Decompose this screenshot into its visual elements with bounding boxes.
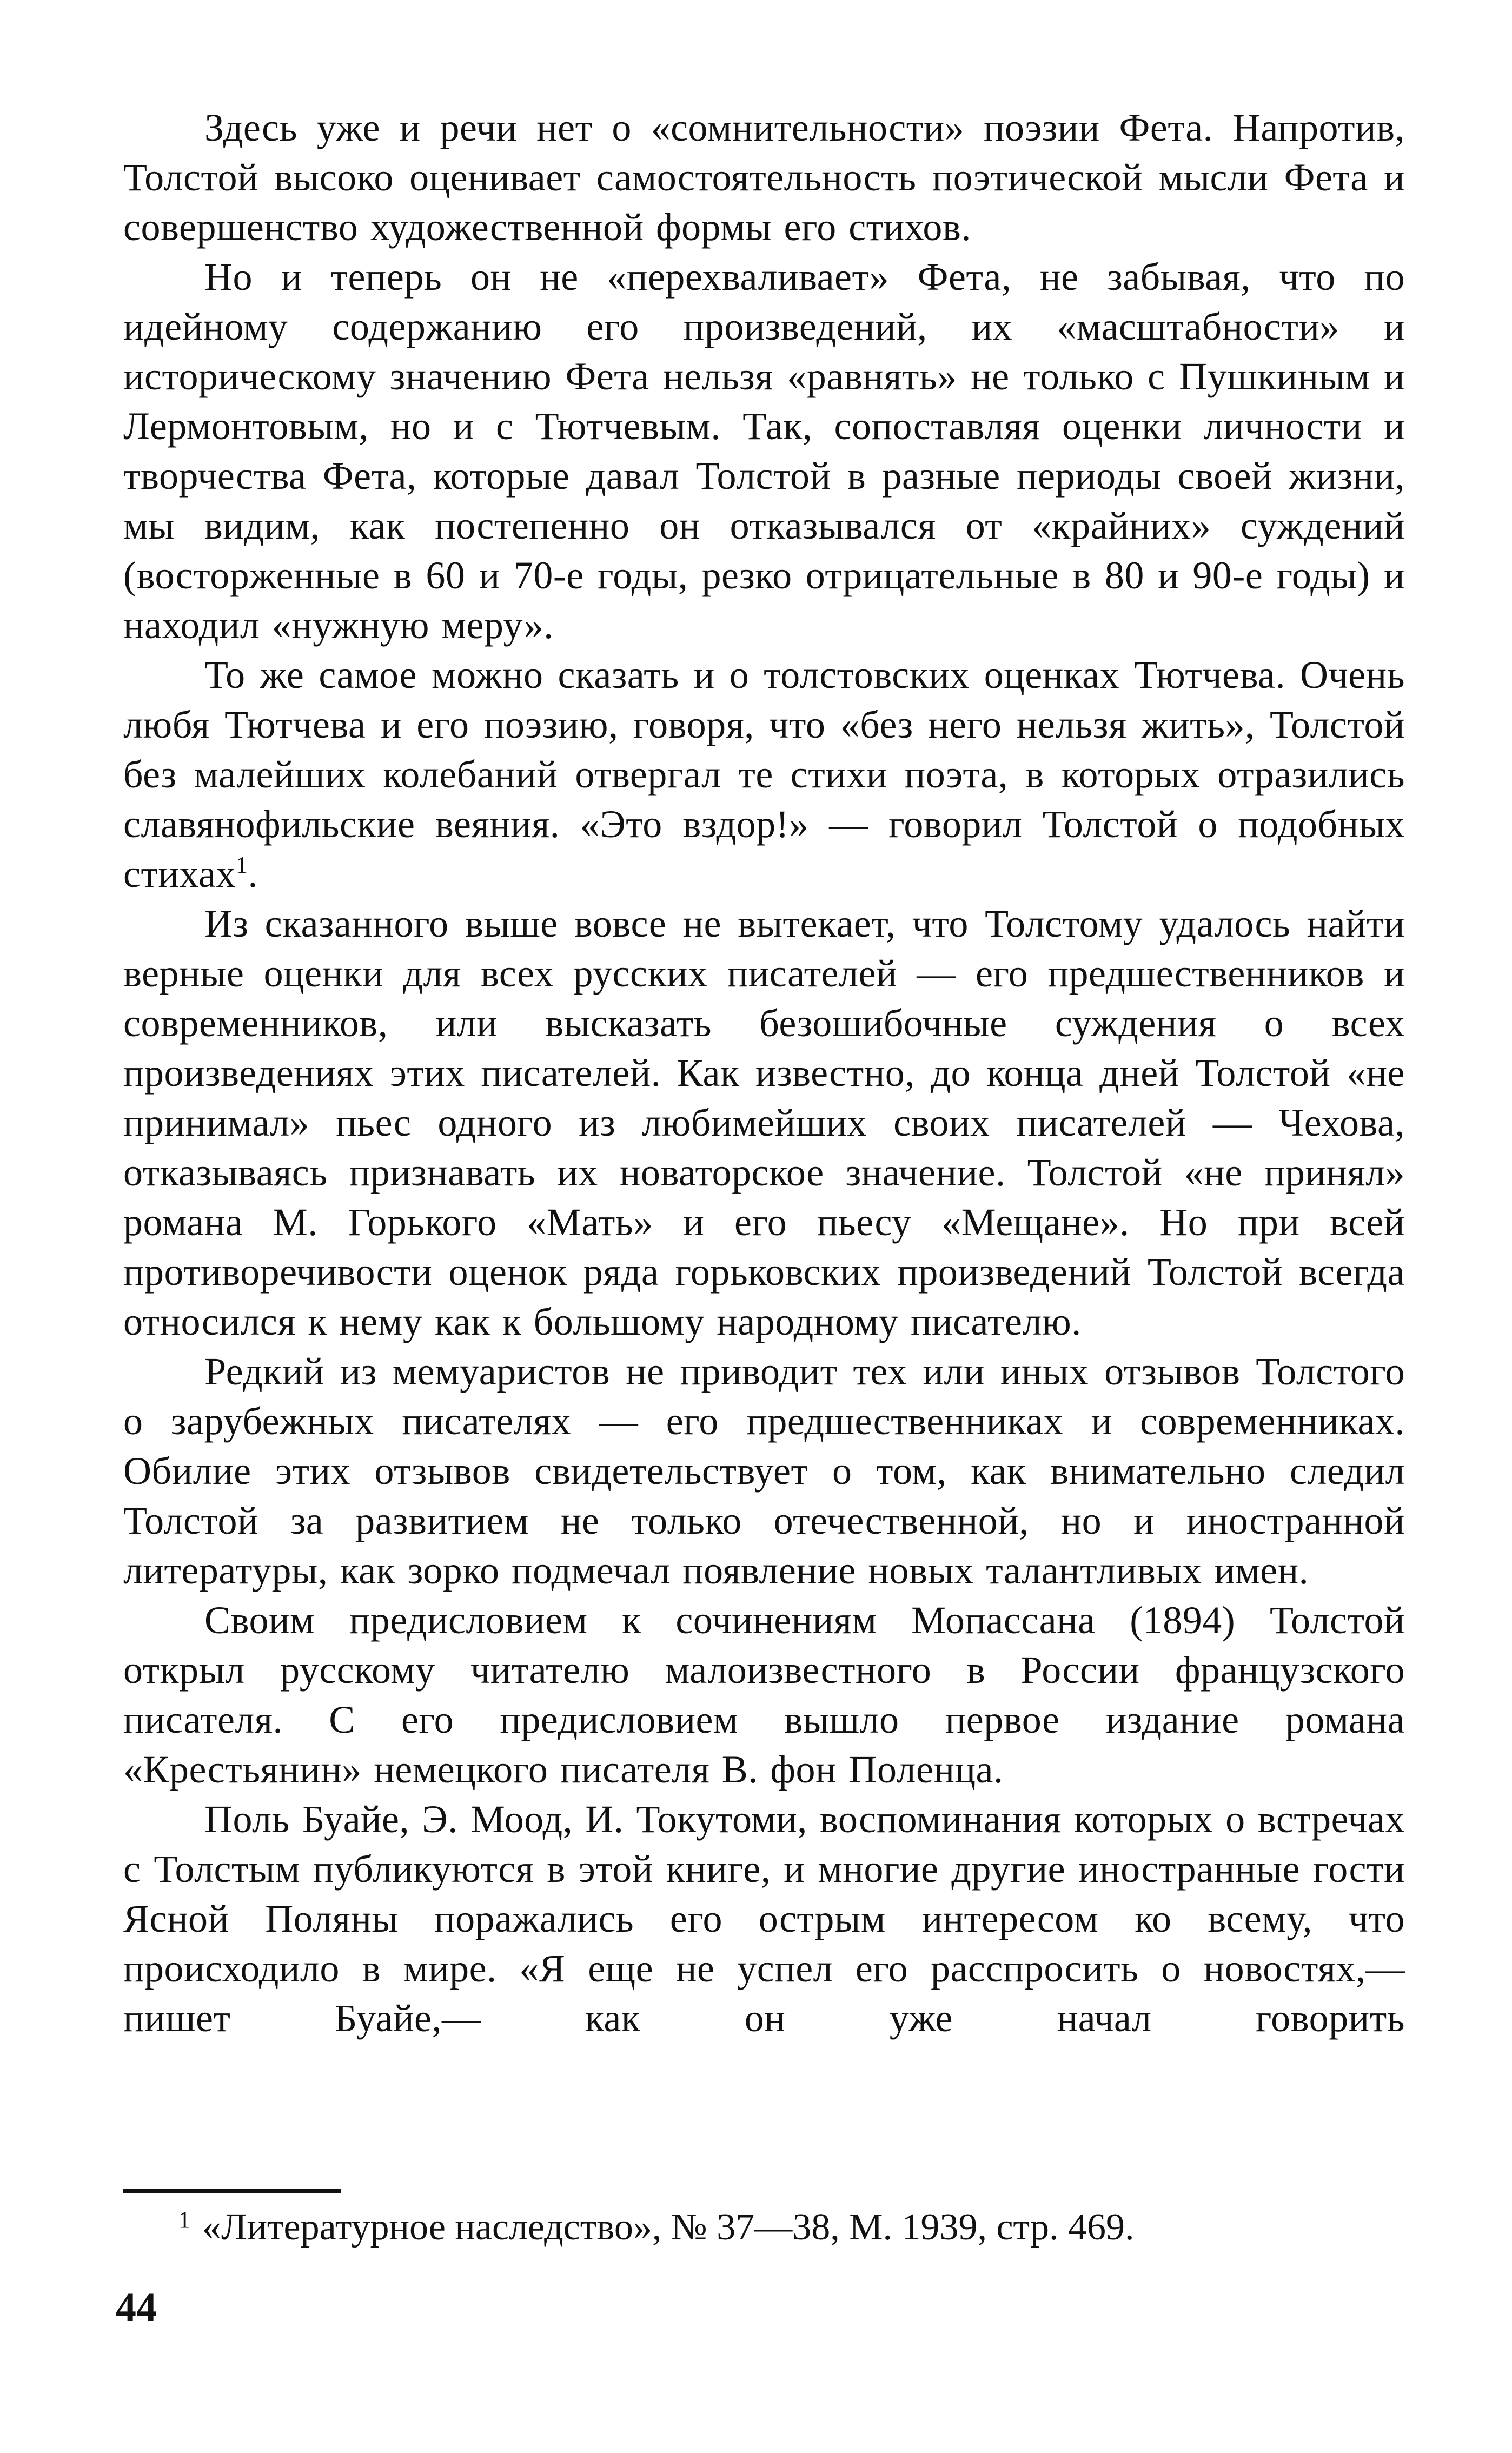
paragraph-6: Своим предисловием к сочинениям Мопассана (1894) Толстой открыл русскому читателю малоизвестного в России французского писателя. С его предисловием вышло первое издание романа «Крестьянин» немецкого писателя В. фон Поленца. <box>123 1599 1405 1791</box>
paragraph-7: Поль Буайе, Э. Моод, И. Токутоми, воспоминания которых о встречах с Толстым публикуются в этой книге, и многие другие иностранные гости Ясной Поляны поражались его острым интересом ко всему, что происходило в мире. «Я еще не успел его расспросить о новостях,— пишет Буайе,— как он уже начал говорить <box>123 1798 1405 2040</box>
footnote-reference[interactable]: 1 <box>235 852 248 878</box>
main-text <box>123 103 1405 2043</box>
page-number: 44 <box>116 2285 157 2330</box>
paragraph-3-end: . <box>248 852 258 896</box>
footnote-mark: 1 <box>178 2206 190 2233</box>
paragraph-4: Из сказанного выше вовсе не вытекает, что Толстому удалось найти верные оценки для всех русских писателей — его предшественников и современников, или высказать безошибочные суждения о всех произведениях этих писателей. Как известно, до конца дней Толстой «не принимал» пьес одного из любимейших своих писателей — Чехова, отказываясь признавать их новаторское значение. Толстой «не принял» романа М. Горького «Мать» и его пьесу «Мещане». Но при всей противоречивости оценок ряда горьковских произведений Толстой всегда относился к нему как к большому народному писателю. <box>123 902 1405 1343</box>
paragraph-3-text: То же самое можно сказать и о толстовских оценках Тютчева. Очень любя Тютчева и его поэзию, говоря, что «без него нельзя жить», Толстой без малейших колебаний отвергал те стихи поэта, в которых отразились славянофильские веяния. «Это вздор!» — говорил Толстой о подобных стихах <box>123 653 1405 896</box>
footnote-text: «Литературное наследство», № 37—38, М. 1939, стр. 469. <box>202 2206 1135 2248</box>
paragraph-3 <box>123 650 1405 899</box>
paragraph-1: Здесь уже и речи нет о «сомнительности» поэзии Фета. Напротив, Толстой высоко оценивает самостоятельность поэтической мысли Фета и совершенство художественной формы его стихов. <box>123 106 1405 249</box>
footnote-divider <box>123 2189 341 2193</box>
paragraph-2: Но и теперь он не «перехваливает» Фета, не забывая, что по идейному содержанию его произведений, их «масштабности» и историческому значению Фета нельзя «равнять» не только с Пушкиным и Лермонтовым, но и с Тютчевым. Так, сопоставляя оценки личности и творчества Фета, которые давал Толстой в разные периоды своей жизни, мы видим, как постепенно он отказывался от «крайних» суждений (восторженные в 60 и 70-е годы, резко отрицательные в 80 и 90-е годы) и находил «нужную меру». <box>123 255 1405 647</box>
footnote <box>178 2203 1395 2252</box>
paragraph-5: Редкий из мемуаристов не приводит тех или иных отзывов Толстого о зарубежных писателях — его предшественниках и современниках. Обилие этих отзывов свидетельствует о том, как внимательно следил Толстой за развитием не только отечественной, но и иностранной литературы, как зорко подмечал появление новых талантливых имен. <box>123 1350 1405 1592</box>
